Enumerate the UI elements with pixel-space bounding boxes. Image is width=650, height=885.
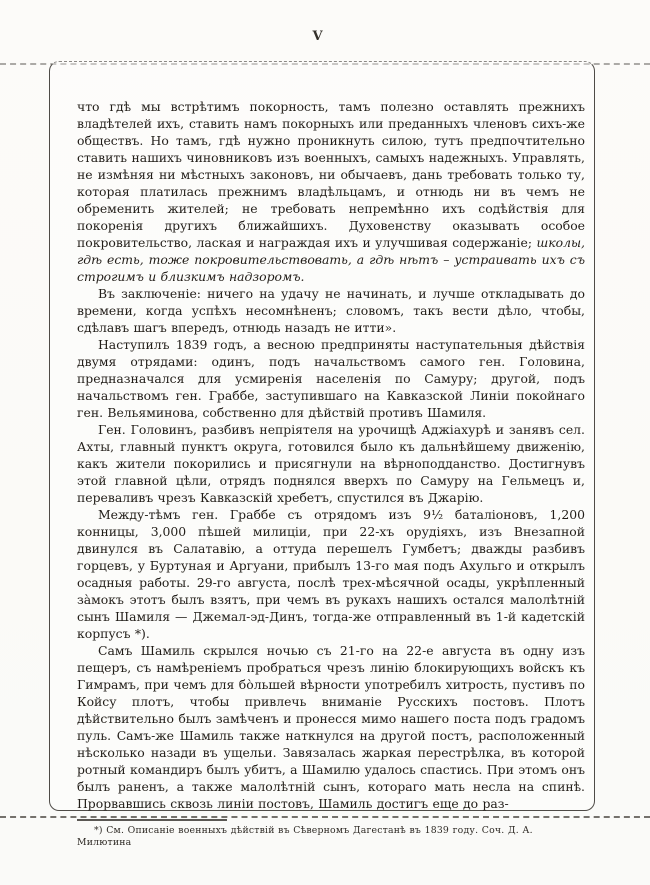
paragraph-4: Ген. Головинъ, разбивъ непріятеля на урочищѣ Аджіахурѣ и занявъ сел. Ахты, главный пунктъ округа, готовился было къ дальнѣйшему движенію, какъ жители покорились и присягнули на вѣрноподданство. Достигнувъ этой главной цѣли, отрядъ поднялся вверхъ по Самуру на Гельмецъ и, переваливъ чрезъ Кавказскій хребетъ, спустился въ Джарію. xyxy=(77,422,585,505)
paragraph-1-text: что гдѣ мы встрѣтимъ покорность, тамъ полезно оставлять прежнихъ владѣтелей ихъ, ставить намъ покорныхъ или преданныхъ членовъ сихъ-же обществъ. Но тамъ, гдѣ нужно проникнуть силою, тутъ предпочтительно ставить нашихъ чиновниковъ изъ военныхъ, самыхъ надежныхъ. Управлять, не измѣняя ни мѣстныхъ законовъ, ни обычаевъ, дань требовать только ту, которая платилась прежнимъ владѣльцамъ, и отнюдь ни въ чемъ не обременить жителей; не требовать непремѣнно ихъ содѣйствія для покоренія другихъ ближайшихъ. Духовенству оказывать особое покровительство, лаская и награждая ихъ и улучшивая содержаніе; xyxy=(77,99,585,250)
page-border-frame xyxy=(49,61,595,848)
footnote xyxy=(77,819,585,849)
footnote-rule xyxy=(77,819,227,821)
body-text xyxy=(77,98,585,849)
paragraph-1 xyxy=(77,98,585,285)
paragraph-2: Въ заключеніе: ничего на удачу не начинать, и лучше откладывать до времени, когда успѣхъ несомнѣненъ; словомъ, такъ вести дѣло, чтобы, сдѣлавъ шагъ впередъ, отнюдь назадъ не итти». xyxy=(77,286,585,335)
paragraph-6: Самъ Шамиль скрылся ночью съ 21-го на 22-е августа въ одну изъ пещеръ, съ намѣреніемъ пробраться чрезъ линію блокирующихъ войскъ къ Гимрамъ, при чемъ для бо̀льшей вѣрности употребилъ хитрость, пустивъ по Койсу плотъ, чтобы привлечь вниманіе Русскихъ постовъ. Плотъ дѣйствительно былъ замѣченъ и пронесся мимо нашего поста подъ градомъ пуль. Самъ-же Шамиль также наткнулся на другой постъ, расположенный нѣсколько назади въ ущельи. Завязалась жаркая перестрѣлка, въ которой ротный командиръ былъ убитъ, а Шамилю удалось спастись. При этомъ онъ былъ раненъ, а также малолѣтній сынъ, котораго мать несла на спинѣ. Прорвавшись сквозь линіи постовъ, Шамиль достигъ еще до раз- xyxy=(77,643,585,811)
paragraph-1-italic-quote: школы, гдѣ есть, тоже покровительствовать, а гдѣ нѣтъ – устраивать ихъ съ строгимъ и близкимъ надзоромъ. xyxy=(77,235,585,284)
paragraph-5: Между-тѣмъ ген. Граббе съ отрядомъ изъ 9½ баталіоновъ, 1,200 конницы, 3,000 пѣшей милиціи, при 22-хъ орудіяхъ, изъ Внезапной двинулся въ Салатавію, а оттуда перешелъ Гумбетъ; дважды разбивъ горцевъ, у Буртуная и Аргуани, прибылъ 13-го мая подъ Ахульго и открылъ осадныя работы. 29-го августа, послѣ трех-мѣсячной осады, укрѣпленный за̀мокъ этотъ былъ взятъ, при чемъ въ рукахъ нашихъ остался малолѣтній сынъ Шамиля — Джемал-эд-Динъ, тогда-же отправленный въ 1-й кадетскій корпусъ *). xyxy=(77,507,585,641)
footnote-text: *) См. Описаніе военныхъ дѣйствій въ Сѣверномъ Дагестанѣ въ 1839 году. Соч. Д. А. Милютина xyxy=(77,825,533,848)
page-number: V xyxy=(312,29,324,44)
paragraph-3: Наступилъ 1839 годъ, а весною предприняты наступательныя дѣйствія двумя отрядами: одинъ, подъ начальствомъ самого ген. Головина, предназначался для усмиренія населенія по Самуру; другой, подъ начальствомъ ген. Граббе, заступившаго на Кавказской Линіи покойнаго ген. Вельяминова, собственно для дѣйствій противъ Шамиля. xyxy=(77,337,585,420)
scan-edge-line-bottom xyxy=(0,816,650,818)
